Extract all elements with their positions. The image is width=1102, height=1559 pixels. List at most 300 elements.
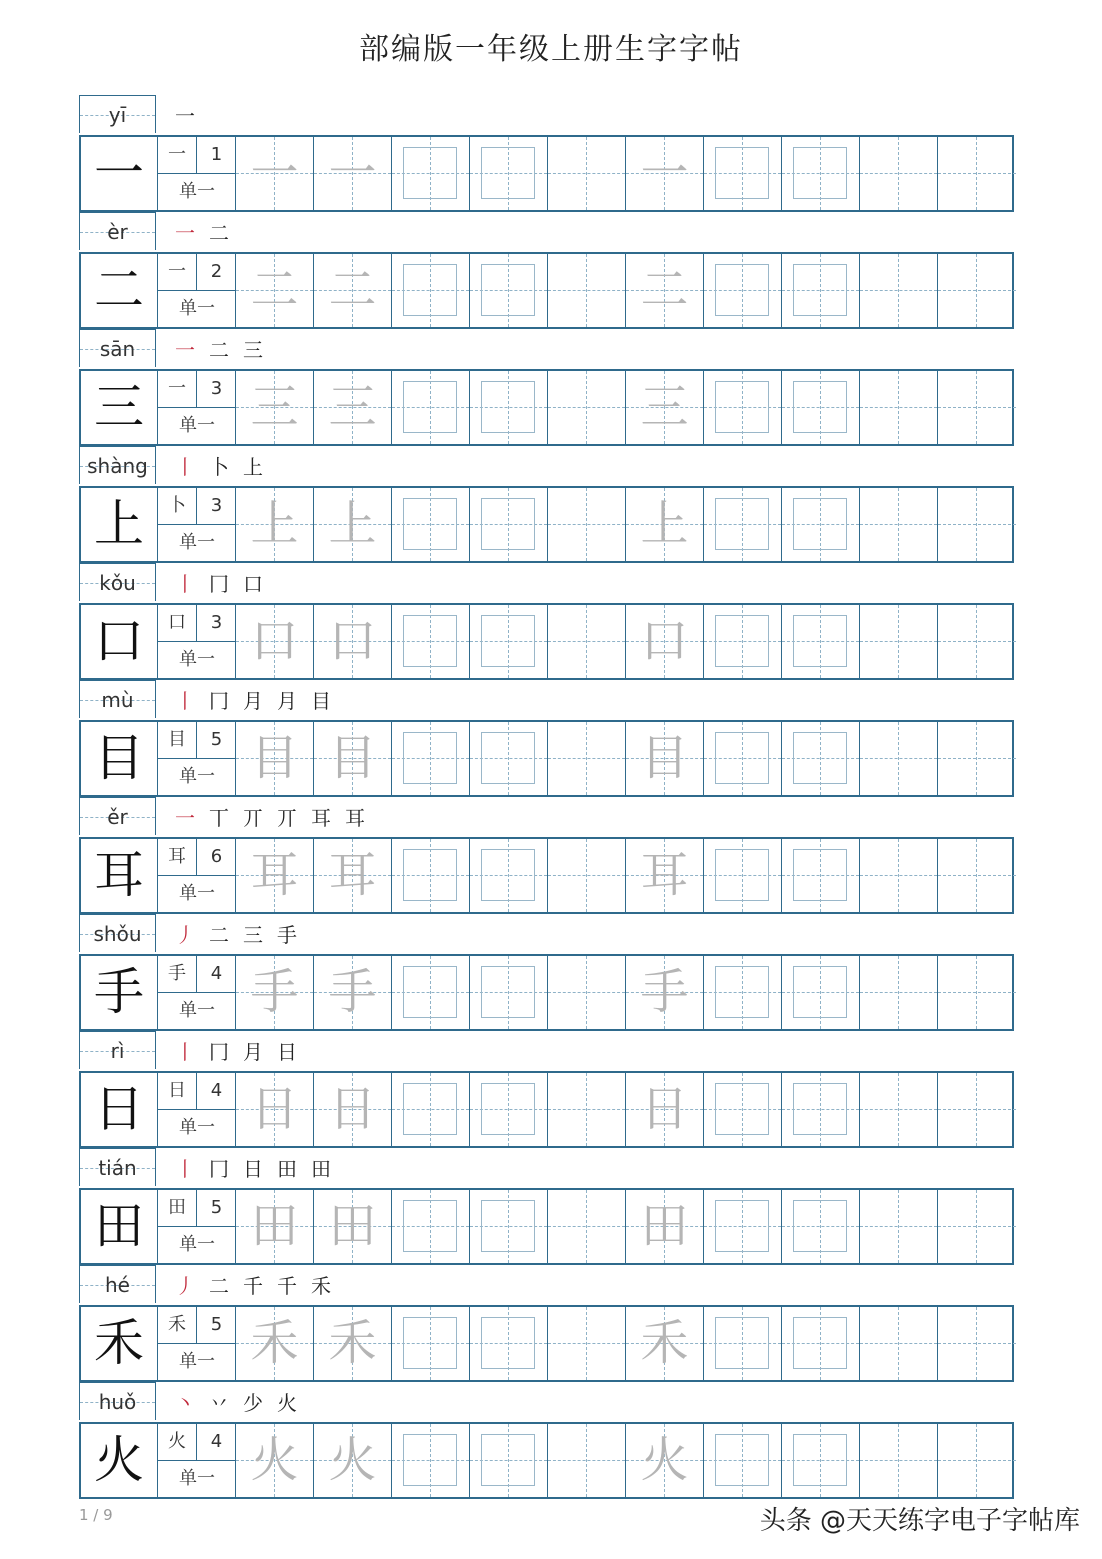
practice-cell[interactable]: [704, 371, 782, 444]
practice-cell[interactable]: [470, 254, 548, 327]
practice-cell[interactable]: [704, 722, 782, 795]
pinyin-row: [79, 680, 1014, 720]
pinyin-cell: [79, 1382, 156, 1420]
stroke-count: 3: [197, 488, 236, 525]
stroke-step: 三: [243, 923, 263, 947]
practice-cell[interactable]: [782, 488, 860, 561]
practice-grid: [79, 954, 1014, 1031]
char-info: [158, 1307, 236, 1380]
practice-cell[interactable]: [860, 254, 938, 327]
model-character: 一: [81, 137, 158, 210]
char-info: [158, 722, 236, 795]
practice-grid: [79, 1305, 1014, 1382]
practice-cell[interactable]: [392, 1424, 470, 1497]
practice-cell[interactable]: [470, 722, 548, 795]
stroke-step: 禾: [311, 1274, 331, 1298]
practice-cell[interactable]: [782, 1190, 860, 1263]
practice-cell[interactable]: [782, 1424, 860, 1497]
practice-cell[interactable]: [470, 137, 548, 210]
pinyin-label: rì: [110, 1039, 125, 1063]
trace-cell[interactable]: [236, 839, 314, 912]
practice-cell[interactable]: [782, 722, 860, 795]
writing-box: [715, 498, 769, 550]
pinyin-cell: [79, 446, 156, 484]
trace-character: 上: [328, 496, 377, 552]
trace-character: 手: [640, 964, 689, 1020]
writing-box: [715, 1434, 769, 1486]
practice-cell[interactable]: [938, 1190, 1016, 1263]
stroke-count: 3: [197, 371, 236, 408]
stroke-step: 田: [277, 1157, 297, 1181]
stroke-step: 丨: [175, 455, 195, 479]
char-info: [158, 488, 236, 561]
trace-cell[interactable]: [236, 722, 314, 795]
stroke-order: [175, 1386, 311, 1420]
radical-label: 手: [158, 956, 197, 993]
model-character: 日: [81, 1073, 158, 1146]
writing-box: [715, 1200, 769, 1252]
structure-label: 单一: [179, 766, 215, 787]
stroke-step: 日: [277, 1040, 297, 1064]
trace-character: 三: [250, 379, 299, 435]
writing-box: [403, 381, 457, 433]
practice-cell[interactable]: [704, 1307, 782, 1380]
trace-cell[interactable]: [236, 1424, 314, 1497]
practice-cell[interactable]: [860, 1307, 938, 1380]
stroke-step: 丨: [175, 1157, 195, 1181]
structure-label: 单一: [179, 1468, 215, 1489]
pinyin-label: mù: [101, 688, 134, 712]
stroke-order: [175, 684, 345, 718]
stroke-step: 一: [175, 338, 195, 362]
practice-cell[interactable]: [548, 722, 626, 795]
practice-cell[interactable]: [704, 839, 782, 912]
char-entry: [79, 563, 1014, 680]
trace-character: 田: [250, 1198, 299, 1254]
trace-character: 目: [328, 730, 377, 786]
practice-cell[interactable]: [938, 1073, 1016, 1146]
structure-label: 单一: [179, 1117, 215, 1138]
writing-box: [481, 147, 535, 199]
stroke-step: 二: [209, 338, 229, 362]
pinyin-cell: [79, 329, 156, 367]
char-info: [158, 1190, 236, 1263]
trace-cell[interactable]: [626, 1073, 704, 1146]
model-character: 火: [81, 1424, 158, 1497]
practice-cell[interactable]: [704, 137, 782, 210]
pinyin-label: huǒ: [98, 1390, 137, 1414]
trace-cell[interactable]: [314, 956, 392, 1029]
practice-cell[interactable]: [938, 488, 1016, 561]
practice-grid: [79, 135, 1014, 212]
practice-grid: [79, 1188, 1014, 1265]
stroke-step: 月: [277, 689, 297, 713]
pinyin-row: [79, 1031, 1014, 1071]
trace-cell[interactable]: [314, 1073, 392, 1146]
trace-cell[interactable]: [314, 488, 392, 561]
trace-cell[interactable]: [314, 254, 392, 327]
practice-cell[interactable]: [860, 839, 938, 912]
practice-cell[interactable]: [860, 605, 938, 678]
writing-box: [481, 1434, 535, 1486]
radical-label: 耳: [158, 839, 197, 876]
radical-label: 一: [158, 137, 197, 174]
trace-cell[interactable]: [236, 488, 314, 561]
trace-cell[interactable]: [626, 1190, 704, 1263]
trace-cell[interactable]: [314, 605, 392, 678]
practice-cell[interactable]: [548, 605, 626, 678]
practice-cell[interactable]: [860, 371, 938, 444]
practice-cell[interactable]: [938, 605, 1016, 678]
stroke-count: 5: [197, 1190, 236, 1227]
stroke-step: 手: [277, 923, 297, 947]
practice-cell[interactable]: [938, 722, 1016, 795]
writing-box: [715, 1083, 769, 1135]
practice-cell[interactable]: [860, 488, 938, 561]
trace-cell[interactable]: [314, 839, 392, 912]
model-character: 三: [81, 371, 158, 444]
writing-box: [793, 615, 847, 667]
trace-cell[interactable]: [314, 137, 392, 210]
practice-cell[interactable]: [938, 956, 1016, 1029]
stroke-step: 少: [243, 1391, 263, 1415]
trace-cell[interactable]: [626, 371, 704, 444]
practice-cell[interactable]: [392, 1190, 470, 1263]
trace-cell[interactable]: [626, 839, 704, 912]
radical-label: 卜: [158, 488, 197, 525]
model-character: 口: [81, 605, 158, 678]
trace-character: 火: [250, 1432, 299, 1488]
trace-cell[interactable]: [314, 1307, 392, 1380]
structure-label: 单一: [179, 181, 215, 202]
practice-cell[interactable]: [392, 839, 470, 912]
stroke-order: [175, 450, 277, 484]
writing-box: [481, 498, 535, 550]
practice-cell[interactable]: [782, 1307, 860, 1380]
practice-cell[interactable]: [392, 722, 470, 795]
practice-cell[interactable]: [938, 371, 1016, 444]
practice-cell[interactable]: [470, 371, 548, 444]
stroke-step: 丿: [175, 923, 195, 947]
practice-cell[interactable]: [860, 1073, 938, 1146]
practice-grid: [79, 486, 1014, 563]
practice-cell[interactable]: [860, 137, 938, 210]
practice-cell[interactable]: [470, 1424, 548, 1497]
practice-cell[interactable]: [548, 488, 626, 561]
trace-character: 耳: [328, 847, 377, 903]
pinyin-label: shǒu: [93, 922, 142, 946]
structure-label: 单一: [179, 415, 215, 436]
writing-box: [403, 615, 457, 667]
writing-box: [715, 732, 769, 784]
writing-box: [715, 1317, 769, 1369]
pinyin-cell: [79, 1148, 156, 1186]
practice-cell[interactable]: [704, 488, 782, 561]
pinyin-cell: [79, 212, 156, 250]
trace-cell[interactable]: [626, 605, 704, 678]
writing-box: [403, 1434, 457, 1486]
structure-label: 单一: [179, 883, 215, 904]
trace-cell[interactable]: [236, 956, 314, 1029]
pinyin-cell: [79, 914, 156, 952]
trace-cell[interactable]: [626, 488, 704, 561]
practice-cell[interactable]: [392, 1307, 470, 1380]
writing-box: [481, 966, 535, 1018]
practice-cell[interactable]: [548, 1073, 626, 1146]
practice-cell[interactable]: [548, 839, 626, 912]
practice-cell[interactable]: [470, 1073, 548, 1146]
radical-label: 日: [158, 1073, 197, 1110]
char-info: [158, 956, 236, 1029]
stroke-step: 丶: [175, 1391, 195, 1415]
practice-cell[interactable]: [548, 254, 626, 327]
trace-character: 田: [328, 1198, 377, 1254]
pinyin-row: [79, 212, 1014, 252]
stroke-count: 4: [197, 956, 236, 993]
practice-cell[interactable]: [548, 1307, 626, 1380]
model-character: 上: [81, 488, 158, 561]
trace-character: 禾: [640, 1315, 689, 1371]
stroke-order: [175, 1035, 311, 1069]
char-entry: [79, 212, 1014, 329]
trace-cell[interactable]: [626, 254, 704, 327]
practice-cell[interactable]: [782, 1073, 860, 1146]
writing-box: [793, 1317, 847, 1369]
trace-character: 手: [328, 964, 377, 1020]
practice-cell[interactable]: [860, 1190, 938, 1263]
practice-cell[interactable]: [704, 1424, 782, 1497]
structure-label: 单一: [179, 298, 215, 319]
practice-cell[interactable]: [470, 1307, 548, 1380]
practice-cell[interactable]: [782, 371, 860, 444]
trace-cell[interactable]: [236, 1190, 314, 1263]
trace-cell[interactable]: [314, 1424, 392, 1497]
writing-box: [715, 849, 769, 901]
trace-cell[interactable]: [626, 1424, 704, 1497]
writing-box: [793, 264, 847, 316]
trace-cell[interactable]: [314, 371, 392, 444]
stroke-order: [175, 801, 379, 835]
writing-box: [403, 1200, 457, 1252]
stroke-step: 丷: [209, 1391, 229, 1415]
writing-box: [481, 381, 535, 433]
stroke-step: 耳: [311, 806, 331, 830]
pinyin-cell: [79, 95, 156, 133]
practice-cell[interactable]: [548, 956, 626, 1029]
practice-cell[interactable]: [938, 137, 1016, 210]
practice-grid: [79, 837, 1014, 914]
structure-label: 单一: [179, 1234, 215, 1255]
stroke-step: 口: [243, 572, 263, 596]
pinyin-label: ěr: [107, 805, 128, 829]
trace-character: 二: [640, 262, 689, 318]
model-character: 手: [81, 956, 158, 1029]
practice-cell[interactable]: [470, 956, 548, 1029]
practice-cell[interactable]: [392, 488, 470, 561]
char-entry: [79, 329, 1014, 446]
pinyin-label: shàng: [87, 454, 148, 478]
stroke-step: 丨: [175, 572, 195, 596]
writing-box: [481, 615, 535, 667]
stroke-step: 三: [243, 338, 263, 362]
pinyin-row: [79, 914, 1014, 954]
practice-cell[interactable]: [392, 1073, 470, 1146]
char-info: [158, 137, 236, 210]
model-character: 二: [81, 254, 158, 327]
stroke-step: 丿: [175, 1274, 195, 1298]
trace-cell[interactable]: [236, 1073, 314, 1146]
trace-character: 二: [250, 262, 299, 318]
pinyin-cell: [79, 1031, 156, 1069]
practice-cell[interactable]: [548, 371, 626, 444]
trace-cell[interactable]: [626, 956, 704, 1029]
stroke-count: 5: [197, 722, 236, 759]
writing-box: [793, 732, 847, 784]
stroke-step: 卜: [209, 455, 229, 479]
stroke-step: 月: [243, 1040, 263, 1064]
writing-box: [715, 381, 769, 433]
stroke-step: 冂: [209, 1040, 229, 1064]
stroke-step: 冂: [209, 1157, 229, 1181]
practice-cell[interactable]: [392, 137, 470, 210]
trace-cell[interactable]: [236, 1307, 314, 1380]
trace-cell[interactable]: [626, 1307, 704, 1380]
model-character: 耳: [81, 839, 158, 912]
trace-cell[interactable]: [314, 1190, 392, 1263]
trace-cell[interactable]: [236, 137, 314, 210]
stroke-count: 4: [197, 1424, 236, 1461]
practice-cell[interactable]: [470, 605, 548, 678]
practice-cell[interactable]: [704, 1190, 782, 1263]
pinyin-label: èr: [107, 220, 128, 244]
trace-character: 耳: [250, 847, 299, 903]
trace-character: 日: [250, 1081, 299, 1137]
model-character: 禾: [81, 1307, 158, 1380]
practice-cell[interactable]: [860, 722, 938, 795]
practice-cell[interactable]: [548, 1190, 626, 1263]
trace-character: 火: [640, 1432, 689, 1488]
char-entry: [79, 1031, 1014, 1148]
pinyin-row: [79, 329, 1014, 369]
char-entry: [79, 914, 1014, 1031]
practice-grid: [79, 720, 1014, 797]
char-entry: [79, 797, 1014, 914]
pinyin-label: kǒu: [99, 571, 136, 595]
trace-character: 一: [328, 145, 377, 201]
stroke-count: 4: [197, 1073, 236, 1110]
stroke-step: 千: [277, 1274, 297, 1298]
char-info: [158, 1073, 236, 1146]
char-info: [158, 1424, 236, 1497]
practice-grid: [79, 369, 1014, 446]
stroke-order: [175, 333, 277, 367]
practice-cell[interactable]: [704, 1073, 782, 1146]
stroke-order: [175, 1269, 345, 1303]
stroke-step: 火: [277, 1391, 297, 1415]
trace-cell[interactable]: [236, 605, 314, 678]
trace-character: 目: [640, 730, 689, 786]
practice-cell[interactable]: [782, 839, 860, 912]
trace-cell[interactable]: [236, 254, 314, 327]
pinyin-label: sān: [99, 337, 136, 361]
practice-cell[interactable]: [392, 605, 470, 678]
structure-label: 单一: [179, 1351, 215, 1372]
writing-box: [481, 264, 535, 316]
stroke-step: 上: [243, 455, 263, 479]
stroke-count: 1: [197, 137, 236, 174]
pinyin-cell: [79, 563, 156, 601]
practice-cell[interactable]: [470, 839, 548, 912]
trace-character: 一: [250, 145, 299, 201]
writing-box: [481, 1200, 535, 1252]
practice-cell[interactable]: [860, 1424, 938, 1497]
practice-cell[interactable]: [704, 605, 782, 678]
practice-cell[interactable]: [782, 137, 860, 210]
trace-character: 二: [328, 262, 377, 318]
stroke-step: 日: [243, 1157, 263, 1181]
watermark: 头条 @天天练字电子字帖库: [759, 1506, 1080, 1536]
practice-cell[interactable]: [470, 1190, 548, 1263]
radical-label: 一: [158, 371, 197, 408]
practice-grid: [79, 252, 1014, 329]
stroke-step: 冂: [209, 572, 229, 596]
writing-box: [793, 849, 847, 901]
practice-cell[interactable]: [392, 254, 470, 327]
writing-box: [403, 264, 457, 316]
stroke-order: [175, 567, 277, 601]
practice-cell[interactable]: [392, 956, 470, 1029]
radical-label: 一: [158, 254, 197, 291]
model-character: 田: [81, 1190, 158, 1263]
pinyin-row: [79, 1265, 1014, 1305]
stroke-step: 冂: [209, 689, 229, 713]
pinyin-row: [79, 446, 1014, 486]
practice-cell[interactable]: [938, 1307, 1016, 1380]
practice-cell[interactable]: [938, 1424, 1016, 1497]
trace-cell[interactable]: [626, 722, 704, 795]
trace-character: 耳: [640, 847, 689, 903]
pinyin-row: [79, 563, 1014, 603]
pinyin-cell: [79, 797, 156, 835]
practice-cell[interactable]: [392, 371, 470, 444]
practice-cell[interactable]: [548, 137, 626, 210]
trace-cell[interactable]: [626, 137, 704, 210]
practice-cell[interactable]: [782, 254, 860, 327]
practice-sheet: [79, 95, 1014, 1499]
stroke-count: 2: [197, 254, 236, 291]
practice-cell[interactable]: [782, 605, 860, 678]
stroke-order: [175, 1152, 345, 1186]
trace-cell[interactable]: [236, 371, 314, 444]
radical-label: 目: [158, 722, 197, 759]
practice-cell[interactable]: [782, 956, 860, 1029]
trace-cell[interactable]: [314, 722, 392, 795]
practice-cell[interactable]: [548, 1424, 626, 1497]
writing-box: [715, 966, 769, 1018]
writing-box: [793, 147, 847, 199]
practice-cell[interactable]: [704, 254, 782, 327]
writing-box: [793, 1200, 847, 1252]
practice-cell[interactable]: [938, 839, 1016, 912]
practice-cell[interactable]: [860, 956, 938, 1029]
practice-cell[interactable]: [704, 956, 782, 1029]
stroke-step: 二: [209, 923, 229, 947]
stroke-order: [175, 216, 243, 250]
practice-cell[interactable]: [470, 488, 548, 561]
practice-cell[interactable]: [938, 254, 1016, 327]
writing-box: [403, 1317, 457, 1369]
practice-grid: [79, 1422, 1014, 1499]
